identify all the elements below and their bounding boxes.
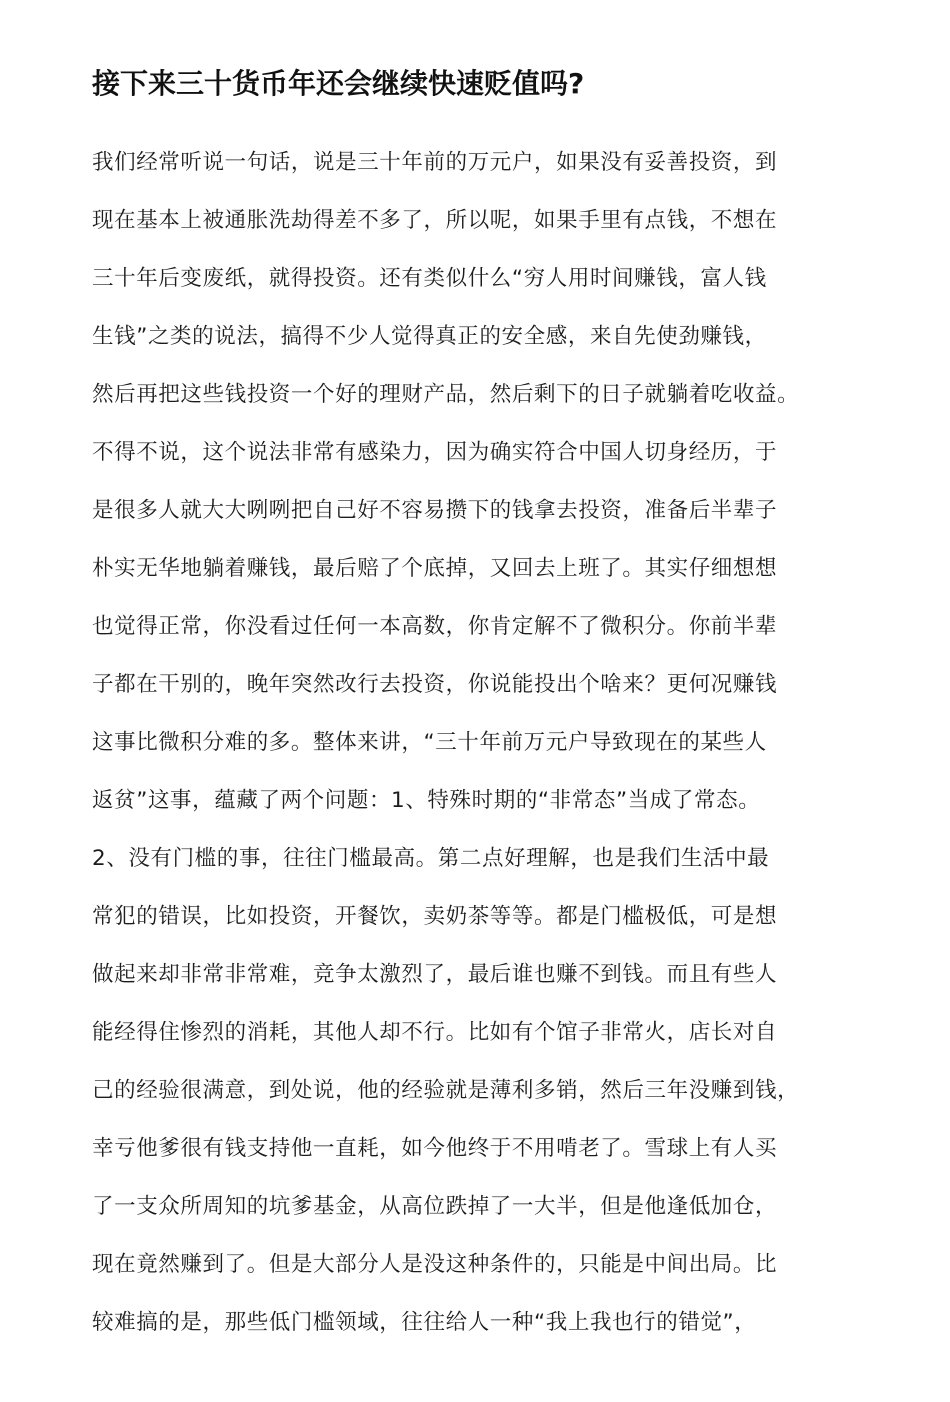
body-line: 了一支众所周知的坑爹基金，从高位跌掉了一大半，但是他逢低加仓，	[92, 1194, 778, 1219]
body-line: 也觉得正常，你没看过任何一本高数，你肯定解不了微积分。你前半辈	[92, 614, 778, 639]
body-line: 返贫”这事，蕴藏了两个问题：1、特殊时期的“非常态”当成了常态。	[92, 788, 761, 813]
body-line: 这事比微积分难的多。整体来讲，“三十年前万元户导致现在的某些人	[92, 730, 767, 755]
body-line: 做起来却非常非常难，竞争太激烈了，最后谁也赚不到钱。而且有些人	[92, 962, 778, 987]
body-line: 是很多人就大大咧咧把自己好不容易攒下的钱拿去投资，准备后半辈子	[92, 498, 778, 523]
body-line: 幸亏他爹很有钱支持他一直耗，如今他终于不用啃老了。雪球上有人买	[92, 1136, 778, 1161]
body-line: 生钱”之类的说法，搞得不少人觉得真正的安全感，来自先使劲赚钱，	[92, 324, 767, 349]
body-line: 2、没有门槛的事，往往门槛最高。第二点好理解，也是我们生活中最	[92, 846, 770, 871]
body-line: 较难搞的是，那些低门槛领域，往往给人一种“我上我也行的错觉”，	[92, 1310, 757, 1335]
body-line: 朴实无华地躺着赚钱，最后赔了个底掉，又回去上班了。其实仔细想想	[92, 556, 778, 581]
body-line: 然后再把这些钱投资一个好的理财产品，然后剩下的日子就躺着吃收益。	[92, 382, 800, 407]
body-line: 子都在干别的，晚年突然改行去投资，你说能投出个啥来？更何况赚钱	[92, 672, 778, 697]
body-line: 能经得住惨烈的消耗，其他人却不行。比如有个馆子非常火，店长对自	[92, 1020, 778, 1045]
body-line: 现在竟然赚到了。但是大部分人是没这种条件的，只能是中间出局。比	[92, 1252, 778, 1277]
body-line: 现在基本上被通胀洗劫得差不多了，所以呢，如果手里有点钱，不想在	[92, 208, 778, 233]
body-line: 常犯的错误，比如投资，开餐饮，卖奶茶等等。都是门槛极低，可是想	[92, 904, 778, 929]
article-title: 接下来三十货币年还会继续快速贬值吗?	[92, 67, 585, 100]
body-line: 不得不说，这个说法非常有感染力，因为确实符合中国人切身经历，于	[92, 440, 778, 465]
body-line: 己的经验很满意，到处说，他的经验就是薄利多销，然后三年没赚到钱，	[92, 1078, 800, 1103]
body-line: 三十年后变废纸，就得投资。还有类似什么“穷人用时间赚钱，富人钱	[92, 266, 767, 291]
body-line: 我们经常听说一句话，说是三十年前的万元户，如果没有妥善投资，到	[92, 150, 778, 175]
article-body	[92, 138, 882, 1356]
